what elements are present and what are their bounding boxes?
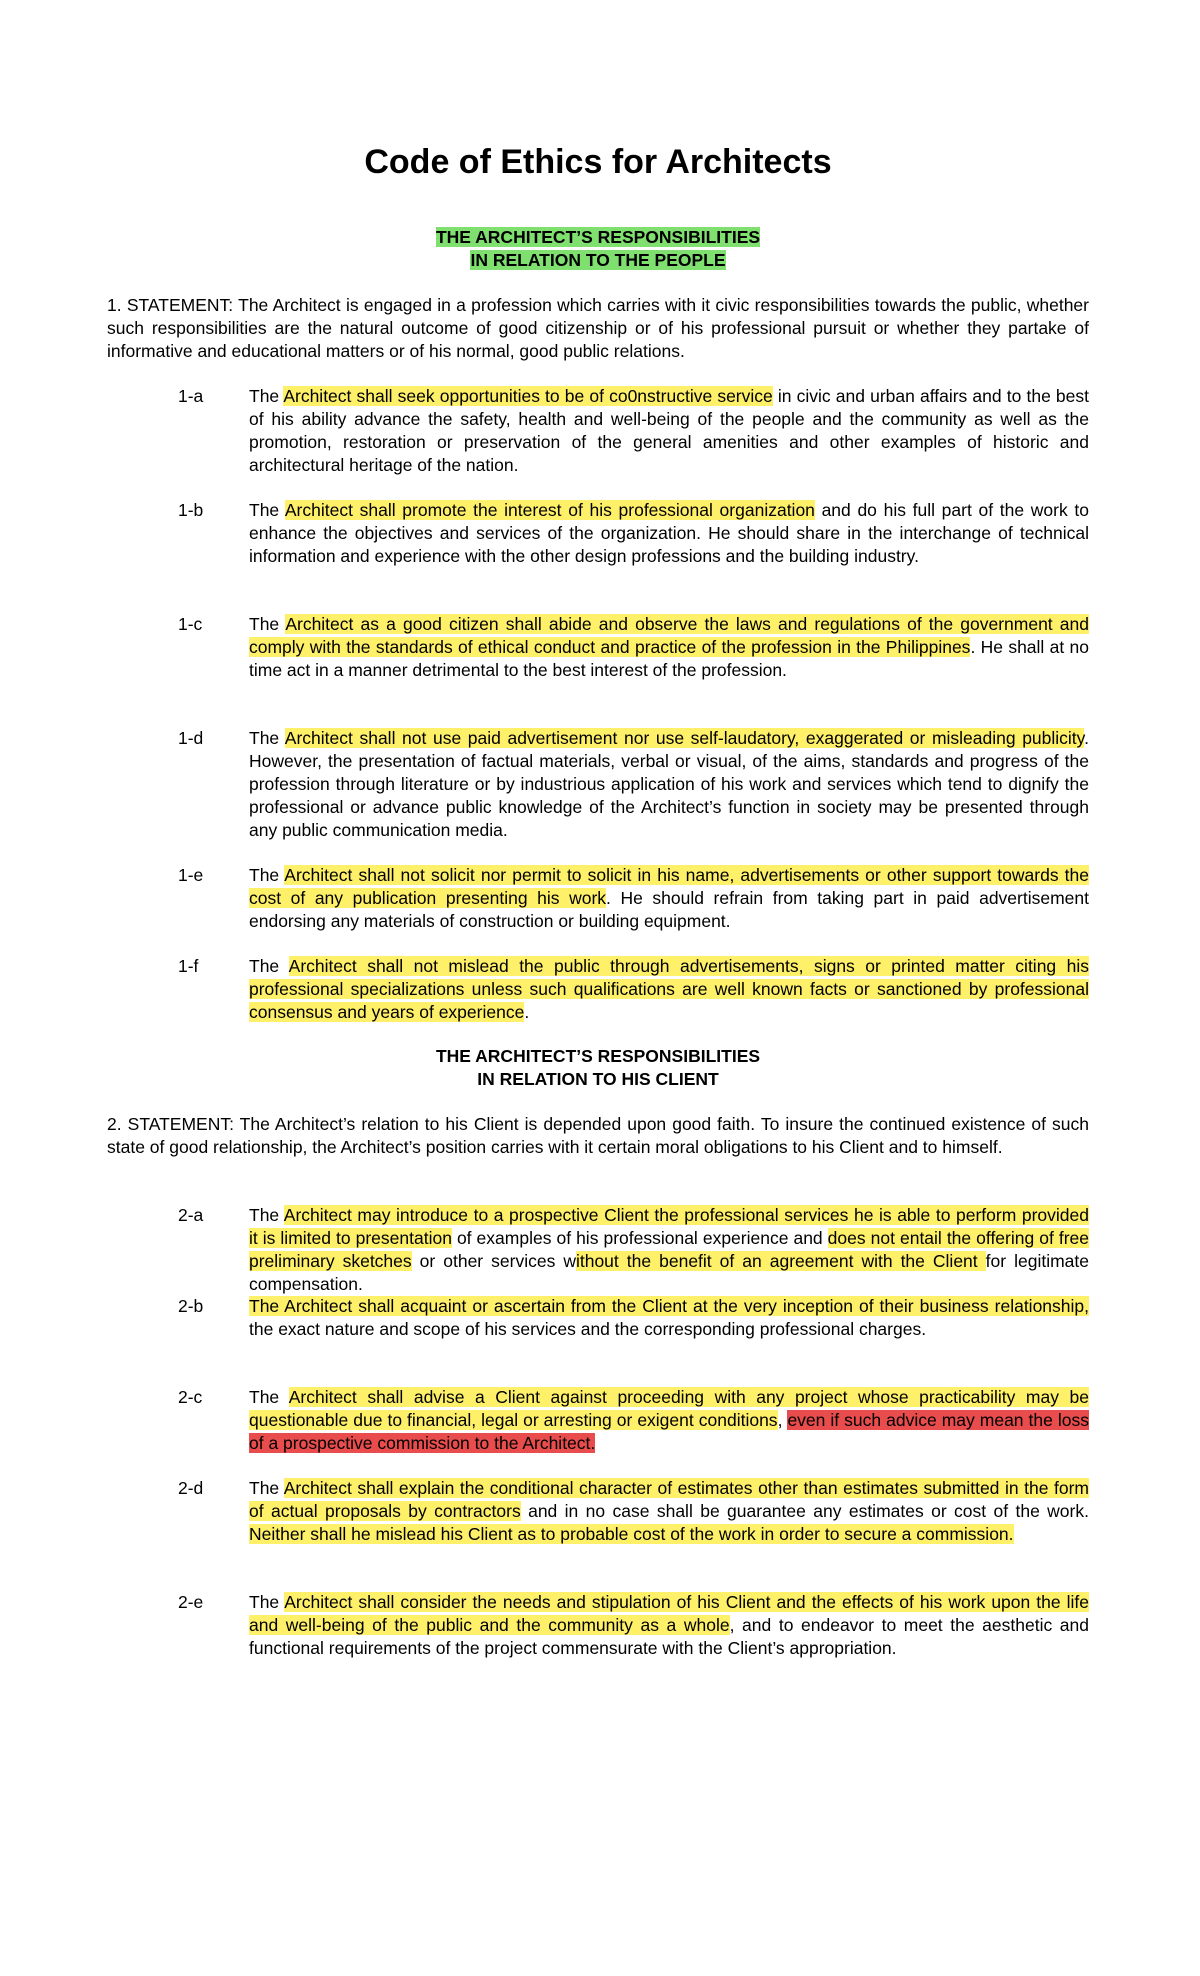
item-2b-text bbox=[249, 1295, 1089, 1341]
text-segment: . He should refrain from taking part in paid advertisement endorsing any materials of construction or building equipment. bbox=[249, 888, 1090, 931]
yellow-highlight: does not entail the offering of free preliminary sketches bbox=[249, 1228, 1089, 1271]
yellow-highlight: Architect shall not use paid advertisement nor use self-laudatory, exaggerated or misleading publicity bbox=[284, 728, 1085, 748]
section-2-heading bbox=[107, 1045, 1089, 1091]
section-2-heading-line1: THE ARCHITECT’S RESPONSIBILITIES bbox=[435, 1046, 761, 1066]
text-segment: or other services w bbox=[411, 1251, 576, 1271]
yellow-highlight: Architect shall seek opportunities to be of co0nstructive service bbox=[283, 386, 773, 406]
text-segment: The bbox=[249, 500, 285, 520]
yellow-highlight: Architect as a good citizen shall abide and observe the laws and regulations of the government and comply with the standards of ethical conduct and practice of the profession in the Philippines bbox=[249, 614, 1089, 657]
text-segment: , and to endeavor to meet the aesthetic and functional requirements of the project commensurate with the Client’s appropriation. bbox=[249, 1615, 1089, 1658]
item-1a-text bbox=[249, 385, 1089, 477]
item-1e-label: 1-e bbox=[178, 865, 204, 885]
text-segment: The bbox=[249, 1205, 284, 1225]
text-segment: . He shall at no time act in a manner detrimental to the best interest of the profession. bbox=[249, 637, 1090, 680]
text-segment: The bbox=[249, 865, 285, 885]
item-1f-label: 1-f bbox=[178, 956, 199, 976]
item-2b-label: 2-b bbox=[178, 1296, 204, 1316]
item-1f-text bbox=[249, 955, 1089, 1024]
text-segment: and in no case shall be guarantee any estimates or cost of the work. bbox=[520, 1501, 1089, 1521]
text-segment: The bbox=[249, 1592, 285, 1612]
section-1-heading-line2: IN RELATION TO THE PEOPLE bbox=[470, 250, 726, 270]
section-1-heading-line1: THE ARCHITECT’S RESPONSIBILITIES bbox=[435, 227, 761, 247]
section-2-heading-line2: IN RELATION TO HIS CLIENT bbox=[477, 1069, 719, 1089]
yellow-highlight: Neither shall he mislead his Client as to probable cost of the work in order to secure a commission. bbox=[249, 1524, 1014, 1544]
yellow-highlight: ithout the benefit of an agreement with the Client bbox=[575, 1251, 986, 1271]
item-2c-label: 2-c bbox=[178, 1387, 203, 1407]
item-1d-label: 1-d bbox=[178, 728, 204, 748]
item-2a-label: 2-a bbox=[178, 1205, 204, 1225]
text-segment: of examples of his professional experience and bbox=[451, 1228, 828, 1248]
section-1-statement: 1. STATEMENT: The Architect is engaged in a profession which carries with it civic responsibilities towards the public, whether such responsibilities are the natural outcome of good citizenship or of his professional pursuit or whether they partake of informative and educational matters or of his normal, good public relations. bbox=[107, 295, 1089, 361]
text-segment: in civic and urban affairs and to the best of his ability advance the safety, health and well-being of the people and the community as well as the promotion, restoration or preservation of the general amenities and other examples of historic and architectural heritage of the nation. bbox=[249, 386, 1089, 475]
text-segment: . However, the presentation of factual materials, verbal or visual, of the aims, standards and progress of the profession through literature or by industrious application of his work and services which tend to dignify the professional or advance public knowledge of the Architect’s function in society may be presented through any public communication media. bbox=[249, 728, 1089, 840]
text-segment: and do his full part of the work to enhance the objectives and services of the organization. He should share in the interchange of technical information and experience with the other design professions and the building industry. bbox=[249, 500, 1089, 566]
document-title: Code of Ethics for Architects bbox=[364, 143, 832, 181]
yellow-highlight: Architect shall explain the conditional character of estimates other than estimates submitted in the form of actual proposals by contractors bbox=[249, 1478, 1089, 1521]
red-highlight: even if such advice may mean the loss of a prospective commission to the Architect. bbox=[249, 1410, 1089, 1453]
section-2-statement: 2. STATEMENT: The Architect’s relation to his Client is depended upon good faith. To insure the continued existence of such state of good relationship, the Architect’s position carries with it certain moral obligations to his Client and to himself. bbox=[107, 1114, 1089, 1157]
item-1c-label: 1-c bbox=[178, 614, 203, 634]
yellow-highlight: Architect shall not solicit nor permit to solicit in his name, advertisements or other support towards the cost of any publication presenting his work bbox=[249, 865, 1089, 908]
item-1e-text bbox=[249, 864, 1089, 933]
yellow-highlight: Architect shall advise a Client against proceeding with any project whose practicability may be questionable due to financial, legal or arresting or exigent conditions bbox=[249, 1387, 1089, 1430]
section-1-heading bbox=[107, 226, 1089, 272]
text-segment: The bbox=[249, 1478, 284, 1498]
item-2c-text bbox=[249, 1386, 1089, 1455]
text-segment: the exact nature and scope of his services and the corresponding professional charges. bbox=[249, 1319, 927, 1339]
yellow-highlight: Architect shall consider the needs and stipulation of his Client and the effects of his work upon the life and well-being of the public and the community as a whole bbox=[249, 1592, 1090, 1635]
text-segment: The bbox=[249, 1387, 289, 1407]
item-1a-label: 1-a bbox=[178, 386, 204, 406]
text-segment: , bbox=[777, 1410, 788, 1430]
yellow-highlight: Architect shall not mislead the public through advertisements, signs or printed matter citing his professional specializations unless such qualifications are well known facts or sanctioned by professional consensus and years of experience bbox=[249, 956, 1089, 1022]
item-2e-label: 2-e bbox=[178, 1592, 204, 1612]
item-2d-text bbox=[249, 1477, 1089, 1546]
text-segment: for legitimate compensation. bbox=[249, 1251, 1090, 1294]
yellow-highlight: Architect shall promote the interest of his professional organization bbox=[284, 500, 815, 520]
text-segment: The bbox=[249, 728, 285, 748]
yellow-highlight: The Architect shall acquaint or ascertain from the Client at the very inception of their business relationship, bbox=[249, 1296, 1089, 1316]
yellow-highlight: Architect may introduce to a prospective Client the professional services he is able to perform provided it is limited to presentation bbox=[249, 1205, 1089, 1248]
item-2d-label: 2-d bbox=[178, 1478, 204, 1498]
text-segment: The bbox=[249, 386, 284, 406]
text-segment: The bbox=[249, 614, 286, 634]
text-segment: The bbox=[249, 956, 289, 976]
text-segment: . bbox=[524, 1002, 530, 1022]
item-1d-text bbox=[249, 727, 1089, 842]
item-2e-text bbox=[249, 1591, 1089, 1660]
item-1b-label: 1-b bbox=[178, 500, 204, 520]
item-2a-text bbox=[249, 1204, 1089, 1296]
item-1b-text bbox=[249, 499, 1089, 568]
item-1c-text bbox=[249, 613, 1089, 682]
